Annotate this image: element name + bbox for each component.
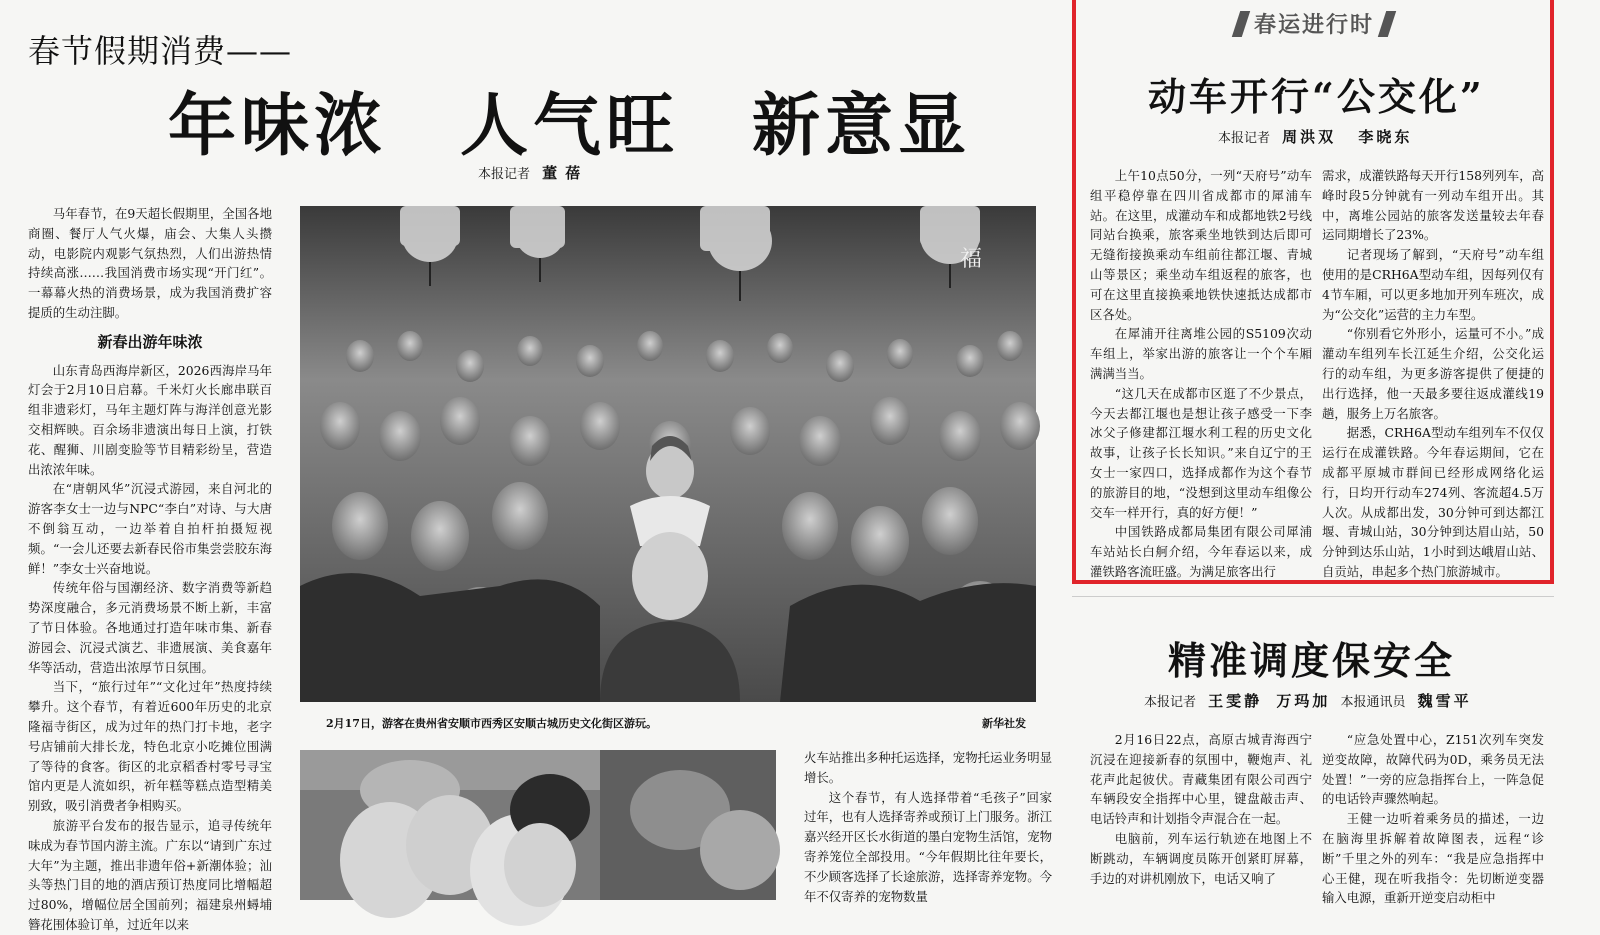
paragraph: 王健一边听着乘务员的描述，一边在脑海里拆解着故障图表，远程“诊断”千里之外的列车：“我是应急指挥中心王健，现在听我指令：先切断逆变器输入电源，重新开逆变启动柜中 xyxy=(1322,811,1544,906)
second-column-2 xyxy=(1322,730,1544,906)
byline-name: 万玛加 xyxy=(1276,692,1331,710)
paragraph: “你别看它外形小，运量可不小。”成灌动车组列车长江延生介绍，公交化运行的动车组，为更多游客提供了便捷的出行选择，他一天最多要往返成灌线19趟，服务上万名旅客。 xyxy=(1322,326,1544,421)
article-byline xyxy=(478,162,588,183)
paragraph: 电脑前，列车运行轨迹在地图上不断跳动，车辆调度员陈开创紧盯屏幕，手边的对讲机刚放下，电话又响了 xyxy=(1090,830,1312,886)
paragraph: “这几天在成都市区逛了不少景点，今天去都江堰也是想让孩子感受一下李冰父子修建都江堰水利工程的历史文化故事，让孩子长长知识。”来自辽宁的王女士一家四口，选择成都作为这个春节的旅游目的地，“没想到这里动车组像公交车一样开行，真的好方便！” xyxy=(1090,385,1312,520)
byline-label: 本报记者 xyxy=(478,167,531,182)
second-headline: 精准调度保安全 xyxy=(1168,638,1456,683)
byline-label: 本报记者 xyxy=(1218,131,1271,146)
featured-byline xyxy=(1218,126,1412,147)
featured-column-1 xyxy=(1090,166,1312,579)
paragraph: 上午10点50分，一列“天府号”动车组平稳停靠在四川省成都市的犀浦车站。在这里，成灌动车和成都地铁2号线同站台换乘，旅客乘坐地铁到达后即可无缝衔接换乘动车组前往都江堰、青城山等景区；乘坐动车组返程的旅客，也可在这里直接换乘地铁快速抵达成都市区各处。 xyxy=(1090,168,1312,322)
paragraph: 山东青岛西海岸新区，2026西海岸马年灯会于2月10日启幕。千米灯火长廊串联百组非遗彩灯，马年主题灯阵与海洋创意光影交相辉映。百余场非遗演出每日上演，打铁花、醒狮、川剧变脸等节目精彩纷呈，营造出浓浓年味。 xyxy=(28,362,272,477)
byline-name: 王雯静 xyxy=(1208,692,1263,710)
byline-name: 董蓓 xyxy=(542,164,589,182)
section-divider xyxy=(1072,596,1554,597)
second-column-1 xyxy=(1090,730,1312,900)
paragraph: 在犀浦开往离堆公园的S5109次动车组上，举家出游的旅客让一个个车厢满满当当。 xyxy=(1090,326,1312,381)
byline-name: 周洪双 xyxy=(1282,128,1337,146)
second-byline xyxy=(1144,690,1472,711)
byline-label: 本报记者 xyxy=(1144,695,1197,710)
paragraph: 旅游平台发布的报告显示，追寻传统年味成为春节国内游主流。广东以“请到广东过大年”为主题，推出非遗年俗+新潮体验；汕头等热门目的地的酒店预订热度同比增幅超过80%，增幅位居全国前列；福建泉州蟳埔簪花围体验订单，过近年以来 xyxy=(28,817,272,932)
featured-headline: 动车开行“公交化” xyxy=(1148,74,1485,119)
family-photo xyxy=(300,750,776,900)
article-headline: 年味浓 人气旺 新意显 xyxy=(168,86,972,166)
tag-bar-left xyxy=(1232,11,1250,37)
paragraph: 需求，成灌铁路每天开行158列列车，高峰时段5分钟就有一列动车组开出。其中，离堆公园站的旅客发送量较去年春运同期增长了23%。 xyxy=(1322,168,1544,243)
photo-caption: 2月17日，游客在贵州省安顺市西秀区安顺古城历史文化街区游玩。 xyxy=(326,717,657,730)
byline-label: 本报通讯员 xyxy=(1340,695,1406,710)
tag-bar-right xyxy=(1378,11,1396,37)
paragraph: 在“唐朝风华”沉浸式游园，来自河北的游客李女士一边与NPC“李白”对诗、与大唐不倒翁互动，一边举着自拍杆拍摄短视频。“一会儿还要去新春民俗市集尝尝胶东海鲜！”李女士兴奋地说。 xyxy=(28,481,272,576)
left-article-column-1 xyxy=(28,204,272,932)
crowd-photo xyxy=(300,206,1036,702)
fu-sign: 福 xyxy=(960,247,983,272)
paragraph: 传统年俗与国潮经济、数字消费等新趋势深度融合，多元消费场景不断上新，丰富了节日体验。各地通过打造年味市集、新春游园会、沉浸式演艺、非遗展演、美食嘉年华等活动，营造出浓厚节日氛围。 xyxy=(28,580,272,675)
photo-credit: 新华社发 xyxy=(982,717,1026,730)
subheading: 新春出游年味浓 xyxy=(97,332,203,351)
crowd-photo-image xyxy=(300,206,1036,702)
family-photo-image xyxy=(300,750,776,900)
paragraph: 当下，“旅行过年”“文化过年”热度持续攀升。这个春节，有着近600年历史的北京隆福寺街区，成为过年的热门打卡地，老字号店铺前大排长龙，特色北京小吃摊位围满了等待的食客。街区的北京稻香村零号寻宝馆内更是人流如织，祈年糕等糕点造型精美别致，吸引消费者争相购买。 xyxy=(28,679,272,814)
paragraph: 这个春节，有人选择带着“毛孩子”回家过年，也有人选择寄养或预订上门服务。浙江嘉兴经开区长水街道的墨白宠物生活馆，宠物寄养笼位全部投用。“今年假期比往年要长，不少顾客选择了长途旅游，选择寄养宠物。今年不仅寄养的宠物数量 xyxy=(804,789,1052,904)
byline-name: 李晓东 xyxy=(1358,128,1413,146)
article-kicker: 春节假期消费—— xyxy=(28,32,293,70)
byline-name: 魏雪平 xyxy=(1417,692,1472,710)
featured-column-2 xyxy=(1322,166,1544,579)
paragraph: 据悉，CRH6A型动车组列车不仅仅运行在成灌铁路。今年春运期间，它在成都平原城市群间已经形成网络化运行，日均开行动车274列、客流超4.5万人次。从成都出发，30分钟可到达都江堰、青城山站，30分钟到达眉山站，50分钟到达乐山站，1小时到达峨眉山站、自贡站，串起多个热门旅游城市。 xyxy=(1322,425,1544,579)
paragraph: “应急处置中心，Z151次列车突发逆变故障，故障代码为0D，乘务员无法处置！”一旁的应急指挥台上，一阵急促的电话铃声骤然响起。 xyxy=(1322,732,1544,807)
section-tag-text: 春运进行时 xyxy=(1254,12,1375,38)
paragraph: 火车站推出多种托运选择，宠物托运业务明显增长。 xyxy=(804,750,1052,785)
paragraph: 中国铁路成都局集团有限公司犀浦车站站长白舸介绍，今年春运以来，成灌铁路客流旺盛。为满足旅客出行 xyxy=(1090,524,1312,579)
paragraph: 2月16日22点，高原古城青海西宁沉浸在迎接新春的氛围中，鞭炮声、礼花声此起彼伏。青藏集团有限公司西宁车辆段安全指挥中心里，键盘敲击声、电话铃声和计划指令声混合在一起。 xyxy=(1090,732,1312,827)
paragraph: 记者现场了解到，“天府号”动车组使用的是CRH6A型动车组，因每列仅有4节车厢，可以更多地加开列车班次，成为“公交化”运营的主力车型。 xyxy=(1322,247,1544,322)
section-tag xyxy=(1228,8,1400,39)
left-article-column-3 xyxy=(804,748,1052,904)
paragraph: 马年春节，在9天超长假期里，全国各地商圈、餐厅人气火爆，庙会、大集人头攒动，电影院内观影气氛热烈，人们出游热情持续高涨……我国消费市场实现“开门红”。一幕幕火热的消费场景，成为我国消费扩容提质的生动注脚。 xyxy=(28,206,272,320)
